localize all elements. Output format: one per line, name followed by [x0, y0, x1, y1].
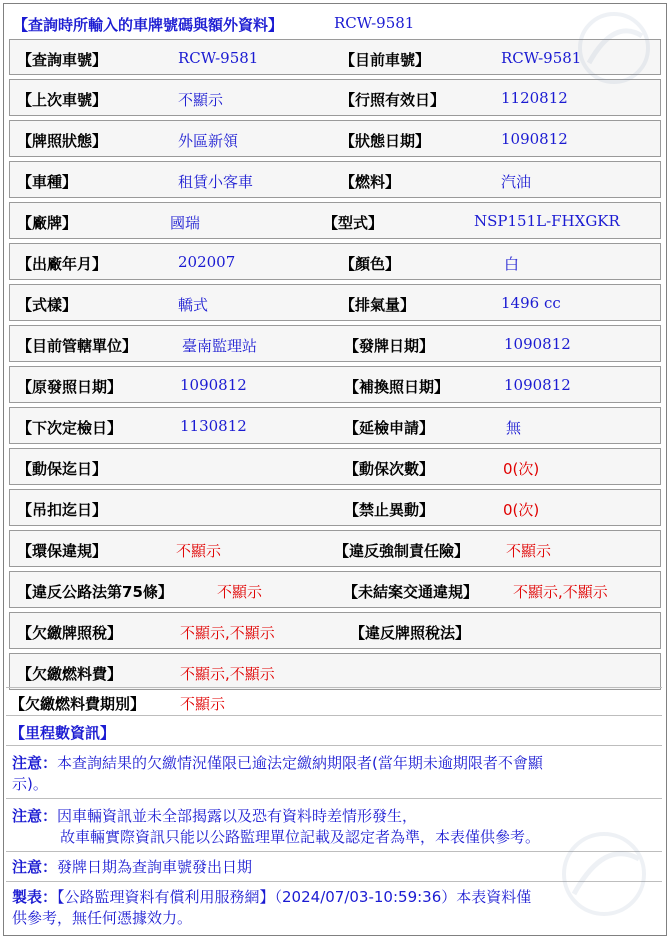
color-label: 【顏色】 — [340, 255, 401, 273]
footer-text-continued: 供參考，無任何憑據效力。 — [12, 909, 193, 927]
transfer-ban-value: 0(次) — [503, 501, 540, 519]
mileage-row — [6, 715, 662, 744]
info-row — [9, 325, 661, 362]
next-inspection-label: 【下次定檢日】 — [17, 419, 123, 437]
highway-act-violation-label: 【違反公路法第75條】 — [17, 583, 173, 601]
info-row — [9, 243, 661, 280]
note-text: 本查詢結果的欠繳情況僅限已逾法定繳納期限者(當年期未逾期限者不會顯 — [57, 754, 543, 772]
environmental-violation-label: 【環保違規】 — [17, 542, 108, 560]
displacement-value: 1496 cc — [501, 294, 561, 312]
current-plate-label: 【目前車號】 — [340, 51, 431, 69]
replacement-license-date-label: 【補換照日期】 — [344, 378, 450, 396]
previous-plate-value: 不顯示 — [178, 91, 224, 109]
footer-block — [6, 883, 662, 931]
info-row — [9, 39, 661, 75]
model-value: NSP151L-FHXGKR — [474, 212, 620, 230]
report-title: 【查詢時所輸入的車牌號碼與額外資料】 — [13, 16, 284, 34]
manufacture-date-value: 202007 — [178, 253, 236, 271]
vehicle-report-sheet — [3, 3, 667, 936]
chattel-mortgage-count-value: 0(次) — [503, 460, 540, 478]
original-license-date-label: 【原發照日期】 — [17, 378, 123, 396]
fuel-fee-period-row — [6, 687, 662, 716]
note-text: 因車輛資訊並未全部揭露以及恐有資料時差情形發生， — [57, 807, 418, 825]
info-row — [9, 366, 661, 403]
chattel-mortgage-end-label: 【動保迄日】 — [17, 460, 108, 478]
info-row — [9, 612, 661, 649]
license-expiry-value: 1120812 — [501, 89, 568, 107]
body-style-label: 【式樣】 — [17, 296, 78, 314]
query-plate-value: RCW-9581 — [178, 49, 259, 67]
mileage-label: 【里程數資訊】 — [10, 724, 116, 742]
info-row — [9, 530, 661, 567]
issue-date-value: 1090812 — [504, 335, 571, 353]
body-style-value: 轎式 — [178, 296, 209, 314]
open-traffic-violation-value: 不顯示,不顯示 — [513, 583, 608, 601]
fuel-fee-period-value: 不顯示 — [180, 695, 226, 713]
info-row — [9, 202, 661, 239]
compulsory-insurance-label: 【違反強制責任險】 — [334, 542, 470, 560]
note-block — [6, 801, 662, 852]
vehicle-type-value: 租賃小客車 — [178, 173, 254, 191]
model-label: 【型式】 — [323, 214, 384, 232]
issue-date-label: 【發牌日期】 — [344, 337, 435, 355]
chattel-mortgage-count-label: 【動保次數】 — [344, 460, 435, 478]
jurisdiction-value: 臺南監理站 — [182, 337, 258, 355]
info-row — [9, 571, 661, 608]
note-prefix: 注意： — [12, 754, 58, 772]
vehicle-type-label: 【車種】 — [17, 173, 78, 191]
open-traffic-violation-label: 【未結案交通違規】 — [343, 583, 479, 601]
fuel-value: 汽油 — [501, 173, 532, 191]
unpaid-fuel-fee-value: 不顯示,不顯示 — [180, 665, 275, 683]
next-inspection-value: 1130812 — [180, 417, 247, 435]
previous-plate-label: 【上次車號】 — [17, 91, 108, 109]
current-plate-value: RCW-9581 — [501, 49, 582, 67]
report-plate: RCW-9581 — [334, 14, 415, 32]
suspension-end-label: 【吊扣迄日】 — [17, 501, 108, 519]
unpaid-license-tax-label: 【欠繳牌照稅】 — [17, 624, 123, 642]
info-row — [9, 653, 661, 690]
note-text: 發牌日期為查詢車號發出日期 — [57, 858, 253, 876]
info-row — [9, 284, 661, 321]
footer-prefix: 製表： — [12, 888, 58, 906]
inspection-extension-label: 【延檢申請】 — [344, 419, 435, 437]
footer-text: 【公路監理資料有償利用服務網】（2024/07/03-10:59:36）本表資料僅 — [57, 888, 532, 906]
replacement-license-date-value: 1090812 — [504, 376, 571, 394]
query-plate-label: 【查詢車號】 — [17, 51, 108, 69]
note-prefix: 注意： — [12, 807, 58, 825]
note-text-continued: 故車輛實際資訊只能以公路監理單位記載及認定者為準，本表僅供參考。 — [60, 828, 541, 846]
fuel-label: 【燃料】 — [340, 173, 401, 191]
note-text-continued: 示)。 — [12, 775, 48, 793]
inspection-extension-value: 無 — [506, 419, 522, 437]
unpaid-fuel-fee-label: 【欠繳燃料費】 — [17, 665, 123, 683]
info-row — [9, 489, 661, 526]
brand-value: 國瑞 — [170, 214, 201, 232]
compulsory-insurance-value: 不顯示 — [506, 542, 552, 560]
plate-status-value: 外區新領 — [178, 132, 239, 150]
note-block — [6, 853, 662, 882]
displacement-label: 【排氣量】 — [340, 296, 416, 314]
info-row — [9, 79, 661, 116]
color-value: 白 — [504, 255, 520, 273]
status-date-value: 1090812 — [501, 130, 568, 148]
unpaid-license-tax-value: 不顯示,不顯示 — [180, 624, 275, 642]
original-license-date-value: 1090812 — [180, 376, 247, 394]
manufacture-date-label: 【出廠年月】 — [17, 255, 108, 273]
note-block — [6, 745, 662, 799]
highway-act-violation-value: 不顯示 — [217, 583, 263, 601]
license-tax-violation-label: 【違反牌照稅法】 — [350, 624, 471, 642]
jurisdiction-label: 【目前管轄單位】 — [17, 337, 138, 355]
plate-status-label: 【牌照狀態】 — [17, 132, 108, 150]
info-row — [9, 407, 661, 444]
transfer-ban-label: 【禁止異動】 — [344, 501, 435, 519]
info-row — [9, 161, 661, 198]
note-prefix: 注意： — [12, 858, 58, 876]
fuel-fee-period-label: 【欠繳燃料費期別】 — [10, 695, 146, 713]
environmental-violation-value: 不顯示 — [176, 542, 222, 560]
brand-label: 【廠牌】 — [17, 214, 78, 232]
info-row — [9, 448, 661, 485]
license-expiry-label: 【行照有效日】 — [340, 91, 446, 109]
status-date-label: 【狀態日期】 — [340, 132, 431, 150]
info-row — [9, 120, 661, 157]
